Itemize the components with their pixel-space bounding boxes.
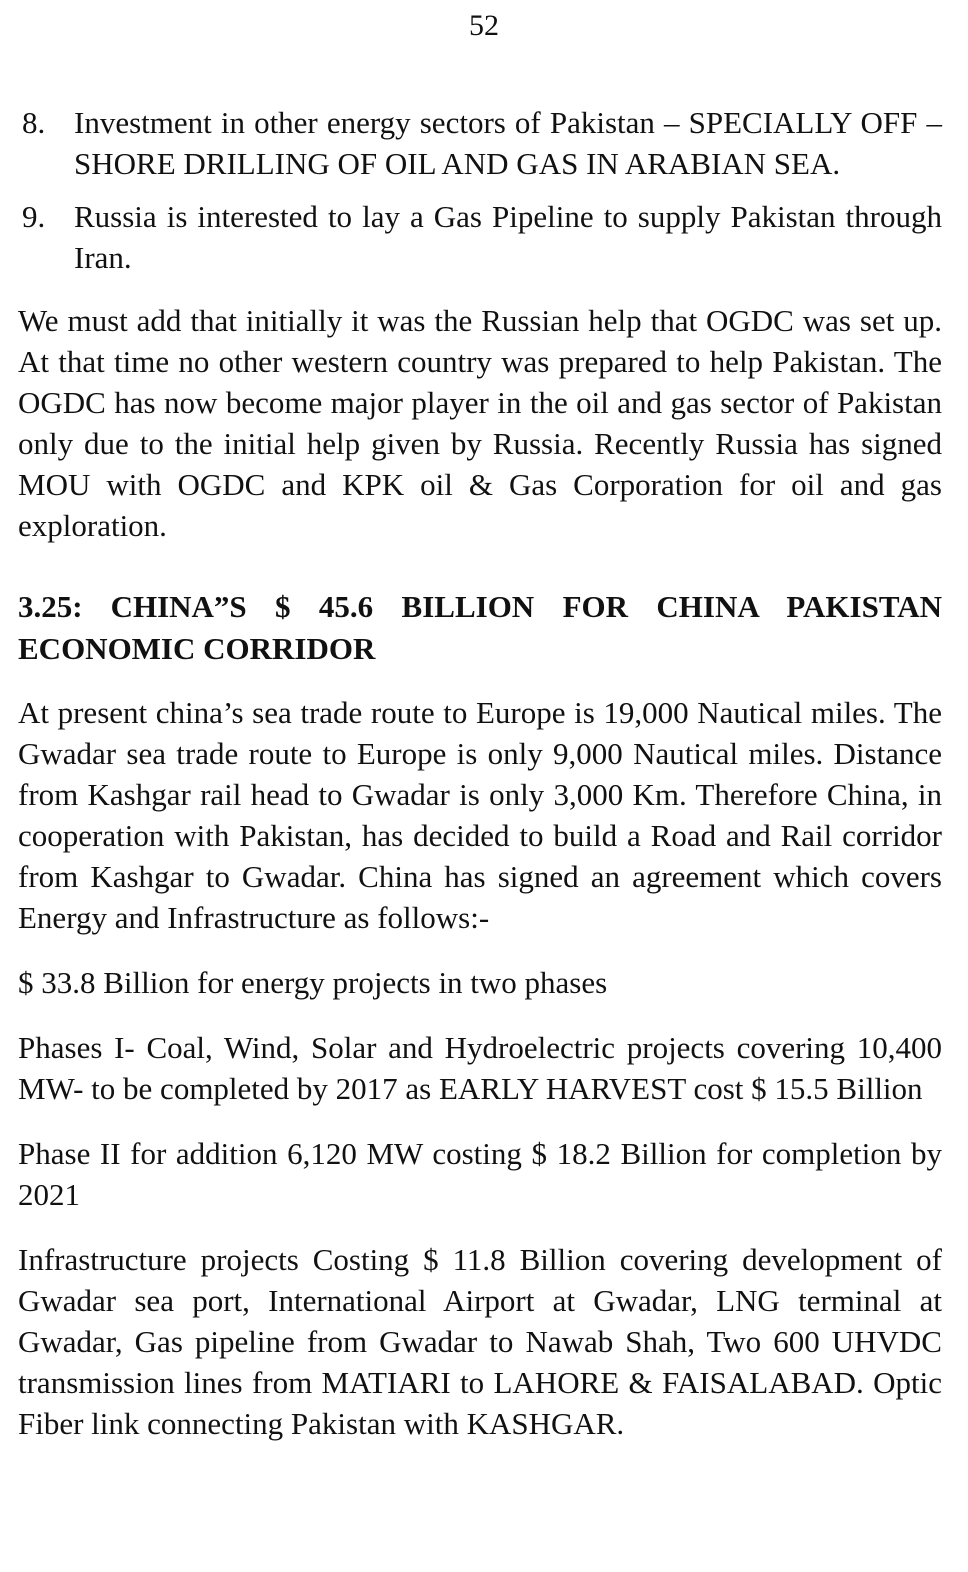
list-item	[18, 196, 942, 278]
paragraph-infrastructure: Infrastructure projects Costing $ 11.8 Billion covering development of Gwadar sea port, International Airport at Gwadar, LNG terminal at Gwadar, Gas pipeline from Gwadar to Nawab Shah, Two 600 UHVDC transmission lines from MATIARI to LAHORE & FAISALABAD. Optic Fiber link connecting Pakistan with KASHGAR.	[18, 1242, 942, 1441]
section-number: 3.25:	[18, 589, 83, 624]
list-item	[18, 102, 942, 184]
paragraph-energy-total: $ 33.8 Billion for energy projects in two phases	[18, 965, 608, 1000]
section-heading	[18, 586, 942, 670]
list-item-text: Russia is interested to lay a Gas Pipeline to supply Pakistan through Iran.	[74, 199, 942, 275]
page-number: 52	[469, 9, 499, 42]
section-title: CHINA”S $ 45.6 BILLION FOR CHINA PAKISTAN ECONOMIC CORRIDOR	[18, 589, 942, 666]
page-content	[18, 102, 942, 1468]
paragraph-ogdc: We must add that initially it was the Russian help that OGDC was set up. At that time no other western country was prepared to help Pakistan. The OGDC has now become major player in the oil and gas sector of Pakistan only due to the initial help given by Russia. Recently Russia has signed MOU with OGDC and KPK oil & Gas Corporation for oil and gas exploration.	[18, 303, 942, 543]
paragraph-trade-route: At present china’s sea trade route to Europe is 19,000 Nautical miles. The Gwadar sea trade route to Europe is only 9,000 Nautical miles. Distance from Kashgar rail head to Gwadar is only 3,000 Km. Therefore China, in cooperation with Pakistan, has decided to build a Road and Rail corridor from Kashgar to Gwadar. China has signed an agreement which covers Energy and Infrastructure as follows:-	[18, 695, 942, 935]
list-item-number: 8.	[22, 105, 46, 140]
list-item-text: Investment in other energy sectors of Pakistan – SPECIALLY OFF – SHORE DRILLING OF OIL AND GAS IN ARABIAN SEA.	[74, 105, 942, 181]
paragraph-phase-two: Phase II for addition 6,120 MW costing $ 18.2 Billion for completion by 2021	[18, 1136, 942, 1212]
list-item-number: 9.	[22, 199, 46, 234]
paragraph-phase-one: Phases I- Coal, Wind, Solar and Hydroelectric projects covering 10,400 MW- to be completed by 2017 as EARLY HARVEST cost $ 15.5 Billion	[18, 1030, 942, 1106]
